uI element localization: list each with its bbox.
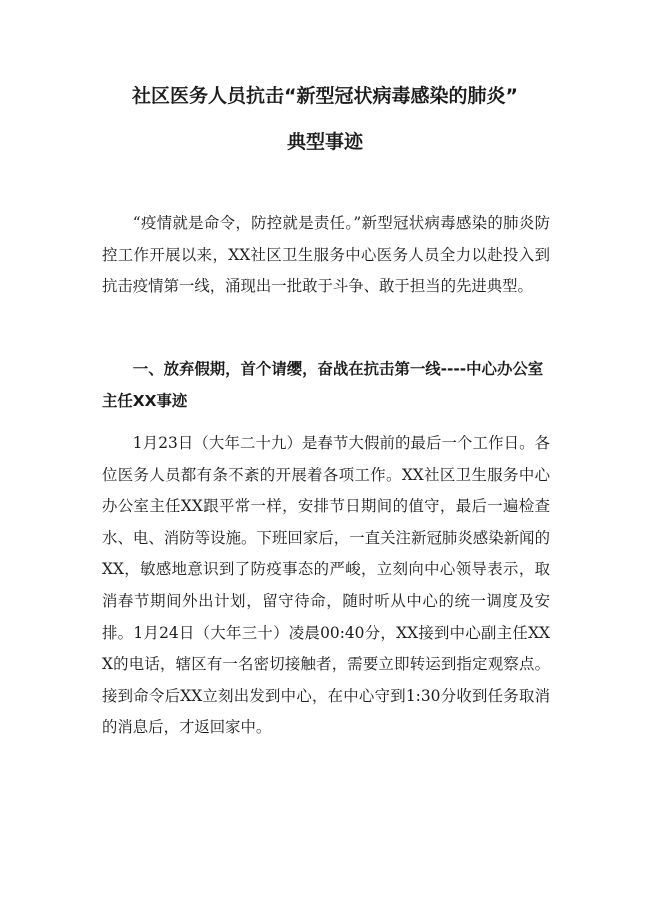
section-1-heading: 一、放弃假期，首个请缨，奋战在抗击第一线----中心办公室主任XX事迹 (102, 360, 544, 410)
document-title-line-1: 社区医务人员抗击“新型冠状病毒感染的肺炎” (132, 85, 518, 107)
section-1-body-paragraph: 1月23日（大年二十九）是春节大假前的最后一个工作日。各位医务人员都有条不紊的开展着各项工作。XX社区卫生服务中心办公室主任XX跟平常一样，安排节日期间的值守，最后一遍检查水、电、消防等设施。下班回家后，一直关注新冠肺炎感染新闻的XX，敏感地意识到了防疫事态的严峻，立刻向中心领导表示，取消春节期间外出计划，留守待命，随时听从中心的统一调度及安排。1月24日（大年三十）凌晨00:40分，XX接到中心副主任XXX的电话，辖区有一名密切接触者，需要立即转运到指定观察点。接到命令后XX立刻出发到中心，在中心守到1:30分收到任务取消的消息后，才返回家中。 (102, 434, 550, 737)
intro-paragraph: “疫情就是命令，防控就是责任。”新型冠状病毒感染的肺炎防控工作开展以来，XX社区卫生服务中心医务人员全力以赴投入到抗击疫情第一线，涌现出一批敢于斗争、敢于担当的先进典型。 (102, 214, 550, 296)
document-title-line-2: 典型事迹 (286, 131, 363, 153)
